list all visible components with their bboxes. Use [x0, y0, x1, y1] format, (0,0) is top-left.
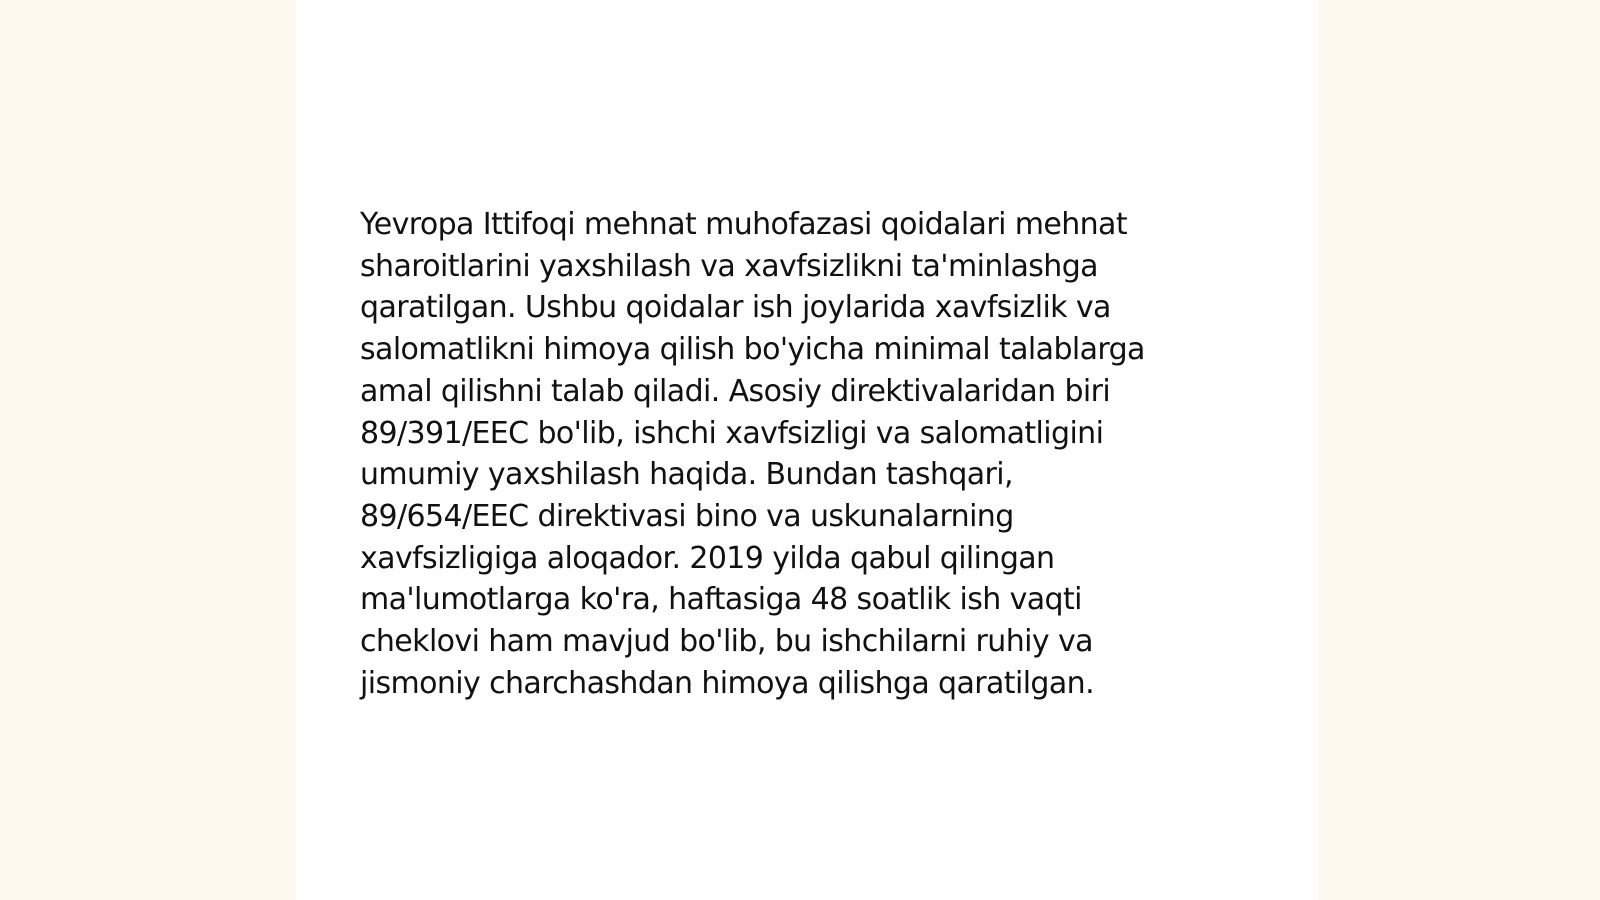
paragraph-line: Yevropa Ittifoqi mehnat muhofazasi qoidalari mehnat — [360, 207, 1127, 242]
paragraph-line: umumiy yaxshilash haqida. Bundan tashqari, — [360, 457, 1013, 493]
paragraph-line: 89/391/EEC bo'lib, ishchi xavfsizligi va salomatligini — [360, 415, 1104, 451]
document-page — [296, 0, 1318, 900]
paragraph-line: xavfsizligiga aloqador. 2019 yilda qabul qilingan — [360, 540, 1055, 576]
paragraph-line: 89/654/EEC direktivasi bino va uskunalarning — [360, 498, 1014, 534]
paragraph-line: sharoitlarini yaxshilash va xavfsizlikni ta'minlashga — [360, 248, 1098, 284]
paragraph-line: salomatlikni himoya qilish bo'yicha minimal talablarga — [360, 332, 1145, 368]
paragraph-line: cheklovi ham mavjud bo'lib, bu ishchilarni ruhiy va — [360, 624, 1093, 660]
paragraph-line: jismoniy charchashdan himoya qilishga qaratilgan. — [360, 665, 1095, 701]
body-paragraph — [360, 204, 1250, 704]
paragraph-line: qaratilgan. Ushbu qoidalar ish joylarida xavfsizlik va — [360, 290, 1111, 326]
paragraph-line: ma'lumotlarga ko'ra, haftasiga 48 soatlik ish vaqti — [360, 582, 1082, 618]
paragraph-line: amal qilishni talab qiladi. Asosiy direktivalaridan biri — [360, 373, 1111, 409]
